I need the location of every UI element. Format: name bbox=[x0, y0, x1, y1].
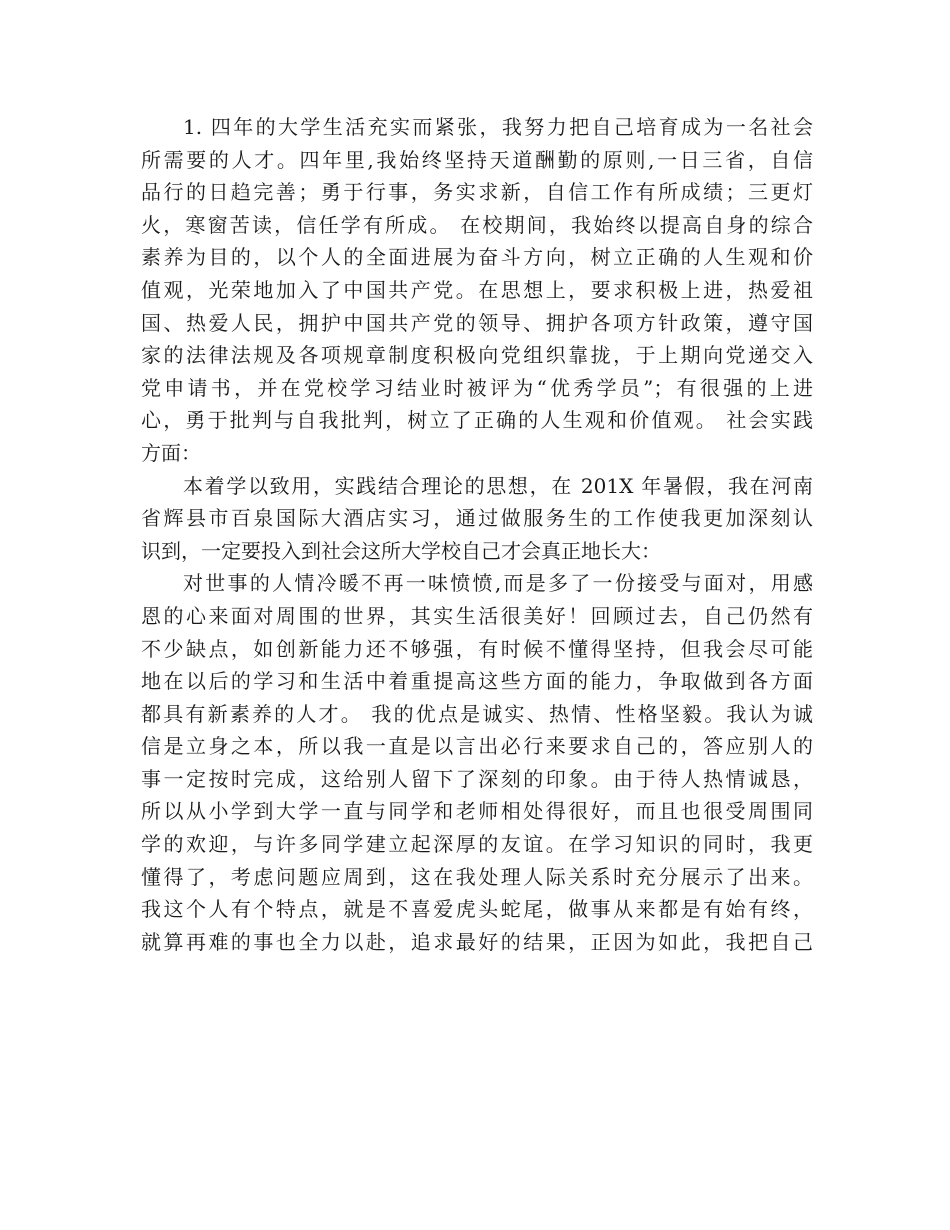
text-line-3: 品行的日趋完善；勇于行事，务实求新，自信工作有所成绩；三更灯 bbox=[141, 180, 813, 205]
text-line-16: 恩的心来面对周围的世界，其实生活很美好！回顾过去，自己仍然有 bbox=[141, 603, 813, 628]
text-line-5: 素养为目的，以个人的全面进展为奋斗方向，树立正确的人生观和价 bbox=[141, 245, 813, 270]
document-body bbox=[141, 111, 813, 958]
text-line-1: 1. 四年的大学生活充实而紧张，我努力把自己培育成为一名社会 bbox=[183, 115, 813, 139]
text-line-9: 党申请书，并在党校学习结业时被评为“优秀学员”；有很强的上进 bbox=[141, 375, 813, 400]
text-line-18: 地在以后的学习和生活中着重提高这些方面的能力，争取做到各方面 bbox=[141, 669, 813, 694]
text-line-19: 都具有新素养的人才。 我的优点是诚实、热情、性格坚毅。我认为诚 bbox=[141, 701, 813, 726]
text-line-17: 不少缺点，如创新能力还不够强，有时候不懂得坚持，但我会尽可能 bbox=[141, 636, 813, 661]
text-line-15: 对世事的人情冷暖不再一味愤愤,而是多了一份接受与面对，用感 bbox=[183, 571, 813, 596]
text-line-10: 心，勇于批判与自我批判，树立了正确的人生观和价值观。 社会实践 bbox=[141, 408, 813, 433]
text-line-26: 就算再难的事也全力以赴，追求最好的结果，正因为如此，我把自己 bbox=[141, 929, 813, 954]
text-line-13: 省辉县市百泉国际大酒店实习，通过做服务生的工作使我更加深刻认 bbox=[141, 506, 813, 531]
text-line-23: 学的欢迎，与许多同学建立起深厚的友谊。在学习知识的同时，我更 bbox=[141, 832, 813, 857]
text-line-4: 火，寒窗苦读，信任学有所成。 在校期间，我始终以提高自身的综合 bbox=[141, 212, 813, 237]
text-line-7: 国、热爱人民，拥护中国共产党的领导、拥护各项方针政策，遵守国 bbox=[141, 310, 813, 335]
text-line-20: 信是立身之本，所以我一直是以言出必行来要求自己的，答应别人的 bbox=[141, 734, 813, 759]
text-line-22: 所以从小学到大学一直与同学和老师相处得很好，而且也很受周围同 bbox=[141, 799, 813, 824]
text-line-11: 方面： bbox=[141, 440, 201, 465]
text-line-14: 识到，一定要投入到社会这所大学校自己才会真正地长大： bbox=[141, 538, 661, 563]
text-line-8: 家的法律法规及各项规章制度积极向党组织靠拢，于上期向党递交入 bbox=[141, 343, 813, 368]
text-line-6: 值观，光荣地加入了中国共产党。在思想上，要求积极上进，热爱祖 bbox=[141, 277, 813, 302]
text-line-12: 本着学以致用，实践结合理论的思想，在 201X 年暑假，我在河南 bbox=[183, 473, 813, 498]
text-line-25: 我这个人有个特点，就是不喜爱虎头蛇尾，做事从来都是有始有终， bbox=[141, 897, 813, 922]
text-line-21: 事一定按时完成，这给别人留下了深刻的印象。由于待人热情诚恳， bbox=[141, 766, 813, 791]
text-line-24: 懂得了，考虑问题应周到，这在我处理人际关系时充分展示了出来。 bbox=[141, 864, 813, 889]
text-line-2: 所需要的人才。四年里,我始终坚持天道酬勤的原则,一日三省，自信 bbox=[141, 147, 813, 172]
